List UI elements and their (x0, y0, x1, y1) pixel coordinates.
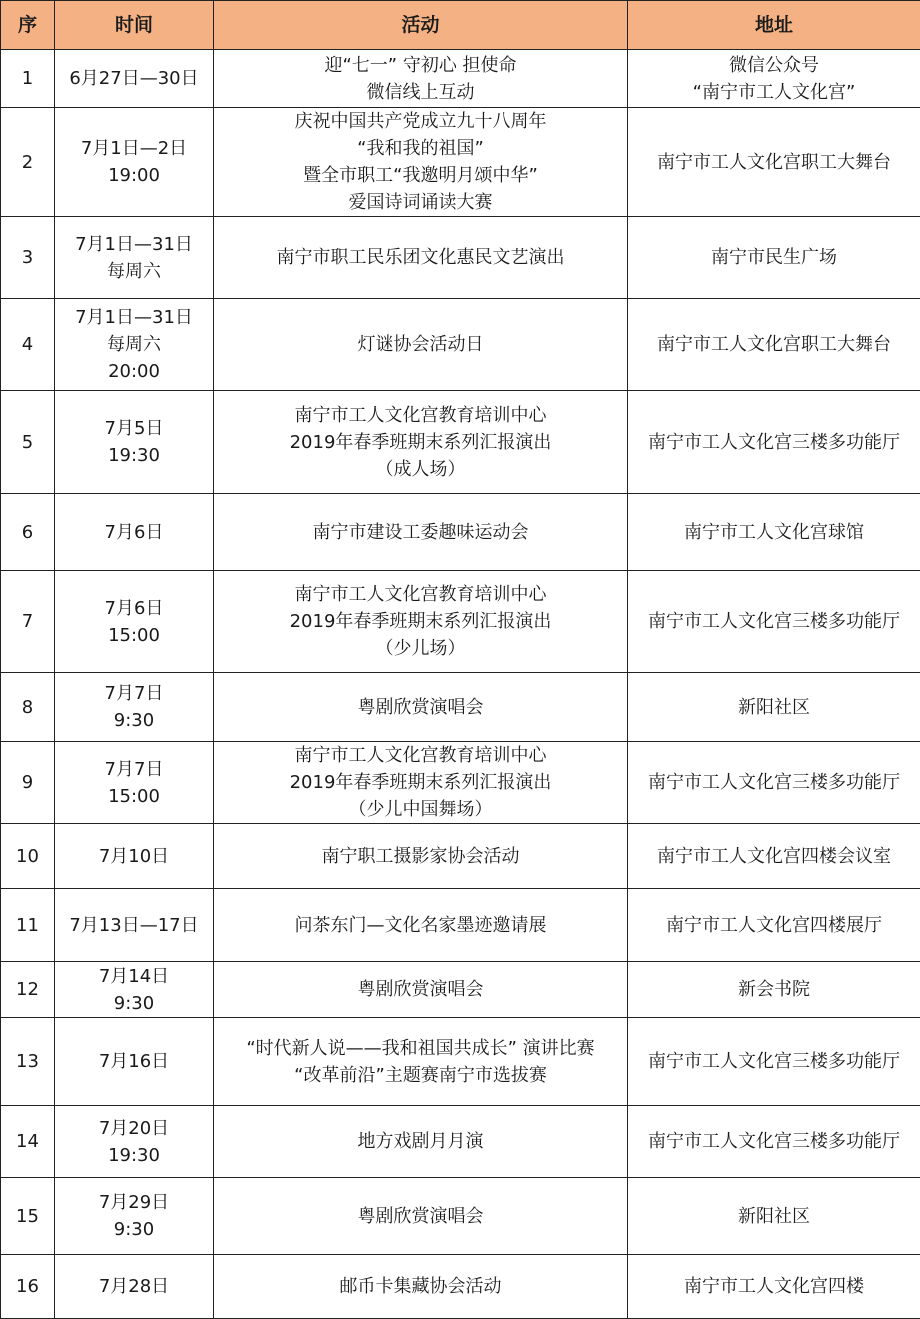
table-row (1, 1178, 920, 1255)
table-row (1, 571, 920, 673)
cell-activity (214, 571, 628, 673)
cell-activity-line: 2019年春季班期末系列汇报演出 (218, 429, 623, 456)
cell-no: 14 (1, 1106, 55, 1178)
cell-location-line: 南宁市工人文化宫职工大舞台 (632, 149, 916, 176)
cell-location-line: 南宁市工人文化宫球馆 (632, 519, 916, 546)
cell-no: 5 (1, 391, 55, 494)
cell-activity (214, 1106, 628, 1178)
cell-location (628, 391, 920, 494)
cell-location-line: 南宁市工人文化宫三楼多功能厅 (632, 608, 916, 635)
cell-activity-line: 微信线上互动 (218, 79, 623, 106)
cell-location (628, 1018, 920, 1106)
cell-time (55, 889, 214, 962)
cell-time-line: 7月13日—17日 (59, 912, 209, 939)
cell-time-line: 7月29日 (59, 1189, 209, 1216)
cell-activity-line: 灯谜协会活动日 (218, 331, 623, 358)
table-row (1, 108, 920, 217)
table-row (1, 391, 920, 494)
table-row (1, 50, 920, 108)
cell-activity-line: “我和我的祖国” (218, 135, 623, 162)
cell-time-line: 9:30 (59, 1216, 209, 1243)
header-location: 地址 (628, 1, 920, 50)
header-time: 时间 (55, 1, 214, 50)
header-row (1, 1, 920, 50)
cell-time (55, 1106, 214, 1178)
cell-activity (214, 391, 628, 494)
cell-activity-line: 南宁市工人文化宫教育培训中心 (218, 581, 623, 608)
cell-no: 12 (1, 962, 55, 1018)
cell-location-line: 南宁市工人文化宫四楼会议室 (632, 843, 916, 870)
cell-location-line: 新阳社区 (632, 694, 916, 721)
cell-activity (214, 50, 628, 108)
cell-activity (214, 494, 628, 571)
cell-time-line: 7月7日 (59, 680, 209, 707)
cell-activity (214, 217, 628, 299)
cell-time-line: 7月1日—31日 (59, 231, 209, 258)
cell-time-line: 20:00 (59, 358, 209, 385)
cell-time-line: 19:30 (59, 442, 209, 469)
cell-location (628, 673, 920, 742)
cell-location (628, 1178, 920, 1255)
cell-time-line: 7月6日 (59, 519, 209, 546)
cell-activity-line: 地方戏剧月月演 (218, 1128, 623, 1155)
cell-activity-line: 南宁市工人文化宫教育培训中心 (218, 402, 623, 429)
cell-location (628, 742, 920, 824)
cell-activity-line: 南宁市工人文化宫教育培训中心 (218, 742, 623, 769)
cell-time-line: 7月14日 (59, 963, 209, 990)
cell-activity-line: 粤剧欣赏演唱会 (218, 976, 623, 1003)
cell-location-line: 南宁市工人文化宫四楼展厅 (632, 912, 916, 939)
cell-activity-line: 南宁市职工民乐团文化惠民文艺演出 (218, 244, 623, 271)
table-row (1, 299, 920, 391)
cell-location-line: 南宁市民生广场 (632, 244, 916, 271)
cell-time (55, 50, 214, 108)
cell-activity (214, 673, 628, 742)
cell-location-line: 南宁市工人文化宫三楼多功能厅 (632, 1128, 916, 1155)
cell-no: 16 (1, 1255, 55, 1319)
cell-time (55, 108, 214, 217)
cell-no: 6 (1, 494, 55, 571)
cell-time-line: 7月1日—2日 (59, 135, 209, 162)
cell-activity (214, 1018, 628, 1106)
cell-activity-line: 南宁职工摄影家协会活动 (218, 843, 623, 870)
cell-location (628, 824, 920, 889)
cell-no: 15 (1, 1178, 55, 1255)
table-row (1, 1255, 920, 1319)
cell-no: 9 (1, 742, 55, 824)
cell-location-line: 南宁市工人文化宫三楼多功能厅 (632, 1048, 916, 1075)
table-row (1, 494, 920, 571)
cell-no: 2 (1, 108, 55, 217)
cell-time (55, 299, 214, 391)
cell-no: 4 (1, 299, 55, 391)
cell-location (628, 962, 920, 1018)
header-no: 序 (1, 1, 55, 50)
cell-activity-line: （成人场） (218, 456, 623, 483)
table-row (1, 1106, 920, 1178)
cell-time-line: 每周六 (59, 331, 209, 358)
cell-time-line: 7月28日 (59, 1273, 209, 1300)
cell-location-line: 新会书院 (632, 976, 916, 1003)
cell-activity-line: “时代新人说——我和祖国共成长” 演讲比赛 (218, 1035, 623, 1062)
cell-no: 3 (1, 217, 55, 299)
cell-location (628, 299, 920, 391)
cell-location (628, 1255, 920, 1319)
cell-activity-line: 暨全市职工“我邀明月颂中华” (218, 162, 623, 189)
cell-time (55, 673, 214, 742)
cell-activity-line: 2019年春季班期末系列汇报演出 (218, 608, 623, 635)
cell-location (628, 1106, 920, 1178)
cell-activity (214, 742, 628, 824)
cell-time-line: 19:00 (59, 162, 209, 189)
cell-location-line: 新阳社区 (632, 1203, 916, 1230)
cell-activity (214, 299, 628, 391)
cell-activity-line: 南宁市建设工委趣味运动会 (218, 519, 623, 546)
cell-no: 8 (1, 673, 55, 742)
cell-time-line: 7月5日 (59, 415, 209, 442)
cell-activity (214, 824, 628, 889)
cell-activity-line: 粤剧欣赏演唱会 (218, 1203, 623, 1230)
header-activity: 活动 (214, 1, 628, 50)
cell-time (55, 217, 214, 299)
cell-activity (214, 108, 628, 217)
cell-no: 11 (1, 889, 55, 962)
table-row (1, 217, 920, 299)
cell-no: 13 (1, 1018, 55, 1106)
cell-time (55, 824, 214, 889)
cell-time-line: 9:30 (59, 707, 209, 734)
cell-time-line: 7月16日 (59, 1048, 209, 1075)
cell-time-line: 15:00 (59, 783, 209, 810)
cell-activity (214, 1255, 628, 1319)
cell-activity-line: （少儿场） (218, 635, 623, 662)
table-row (1, 1018, 920, 1106)
cell-time (55, 742, 214, 824)
cell-location (628, 50, 920, 108)
cell-location (628, 494, 920, 571)
cell-activity-line: 庆祝中国共产党成立九十八周年 (218, 108, 623, 135)
cell-time (55, 494, 214, 571)
cell-activity (214, 889, 628, 962)
cell-time (55, 1255, 214, 1319)
table-row (1, 962, 920, 1018)
table-row (1, 889, 920, 962)
cell-no: 10 (1, 824, 55, 889)
cell-location-line: “南宁市工人文化宫” (632, 79, 916, 106)
cell-location-line: 南宁市工人文化宫职工大舞台 (632, 331, 916, 358)
cell-time (55, 571, 214, 673)
cell-activity (214, 962, 628, 1018)
cell-activity-line: 迎“七一” 守初心 担使命 (218, 52, 623, 79)
cell-time (55, 1018, 214, 1106)
cell-time (55, 962, 214, 1018)
cell-activity-line: 邮币卡集藏协会活动 (218, 1273, 623, 1300)
cell-location-line: 南宁市工人文化宫三楼多功能厅 (632, 429, 916, 456)
cell-location (628, 889, 920, 962)
cell-time-line: 7月1日—31日 (59, 304, 209, 331)
cell-time (55, 391, 214, 494)
cell-time-line: 15:00 (59, 622, 209, 649)
cell-time-line: 6月27日—30日 (59, 65, 209, 92)
cell-time-line: 9:30 (59, 990, 209, 1017)
cell-location-line: 南宁市工人文化宫四楼 (632, 1273, 916, 1300)
cell-time-line: 7月10日 (59, 843, 209, 870)
cell-time-line: 每周六 (59, 258, 209, 285)
cell-activity-line: 2019年春季班期末系列汇报演出 (218, 769, 623, 796)
cell-activity-line: 粤剧欣赏演唱会 (218, 694, 623, 721)
cell-activity (214, 1178, 628, 1255)
cell-activity-line: 问茶东门—文化名家墨迹邀请展 (218, 912, 623, 939)
cell-location-line: 南宁市工人文化宫三楼多功能厅 (632, 769, 916, 796)
table-row (1, 824, 920, 889)
cell-time (55, 1178, 214, 1255)
table-row (1, 673, 920, 742)
cell-location (628, 571, 920, 673)
table-row (1, 742, 920, 824)
cell-activity-line: “改革前沿”主题赛南宁市选拔赛 (218, 1062, 623, 1089)
cell-time-line: 19:30 (59, 1142, 209, 1169)
cell-time-line: 7月20日 (59, 1115, 209, 1142)
cell-no: 1 (1, 50, 55, 108)
cell-time-line: 7月7日 (59, 756, 209, 783)
cell-location (628, 108, 920, 217)
cell-location-line: 微信公众号 (632, 52, 916, 79)
cell-no: 7 (1, 571, 55, 673)
cell-activity-line: （少儿中国舞场） (218, 796, 623, 823)
cell-activity-line: 爱国诗词诵读大赛 (218, 189, 623, 216)
cell-time-line: 7月6日 (59, 595, 209, 622)
cell-location (628, 217, 920, 299)
